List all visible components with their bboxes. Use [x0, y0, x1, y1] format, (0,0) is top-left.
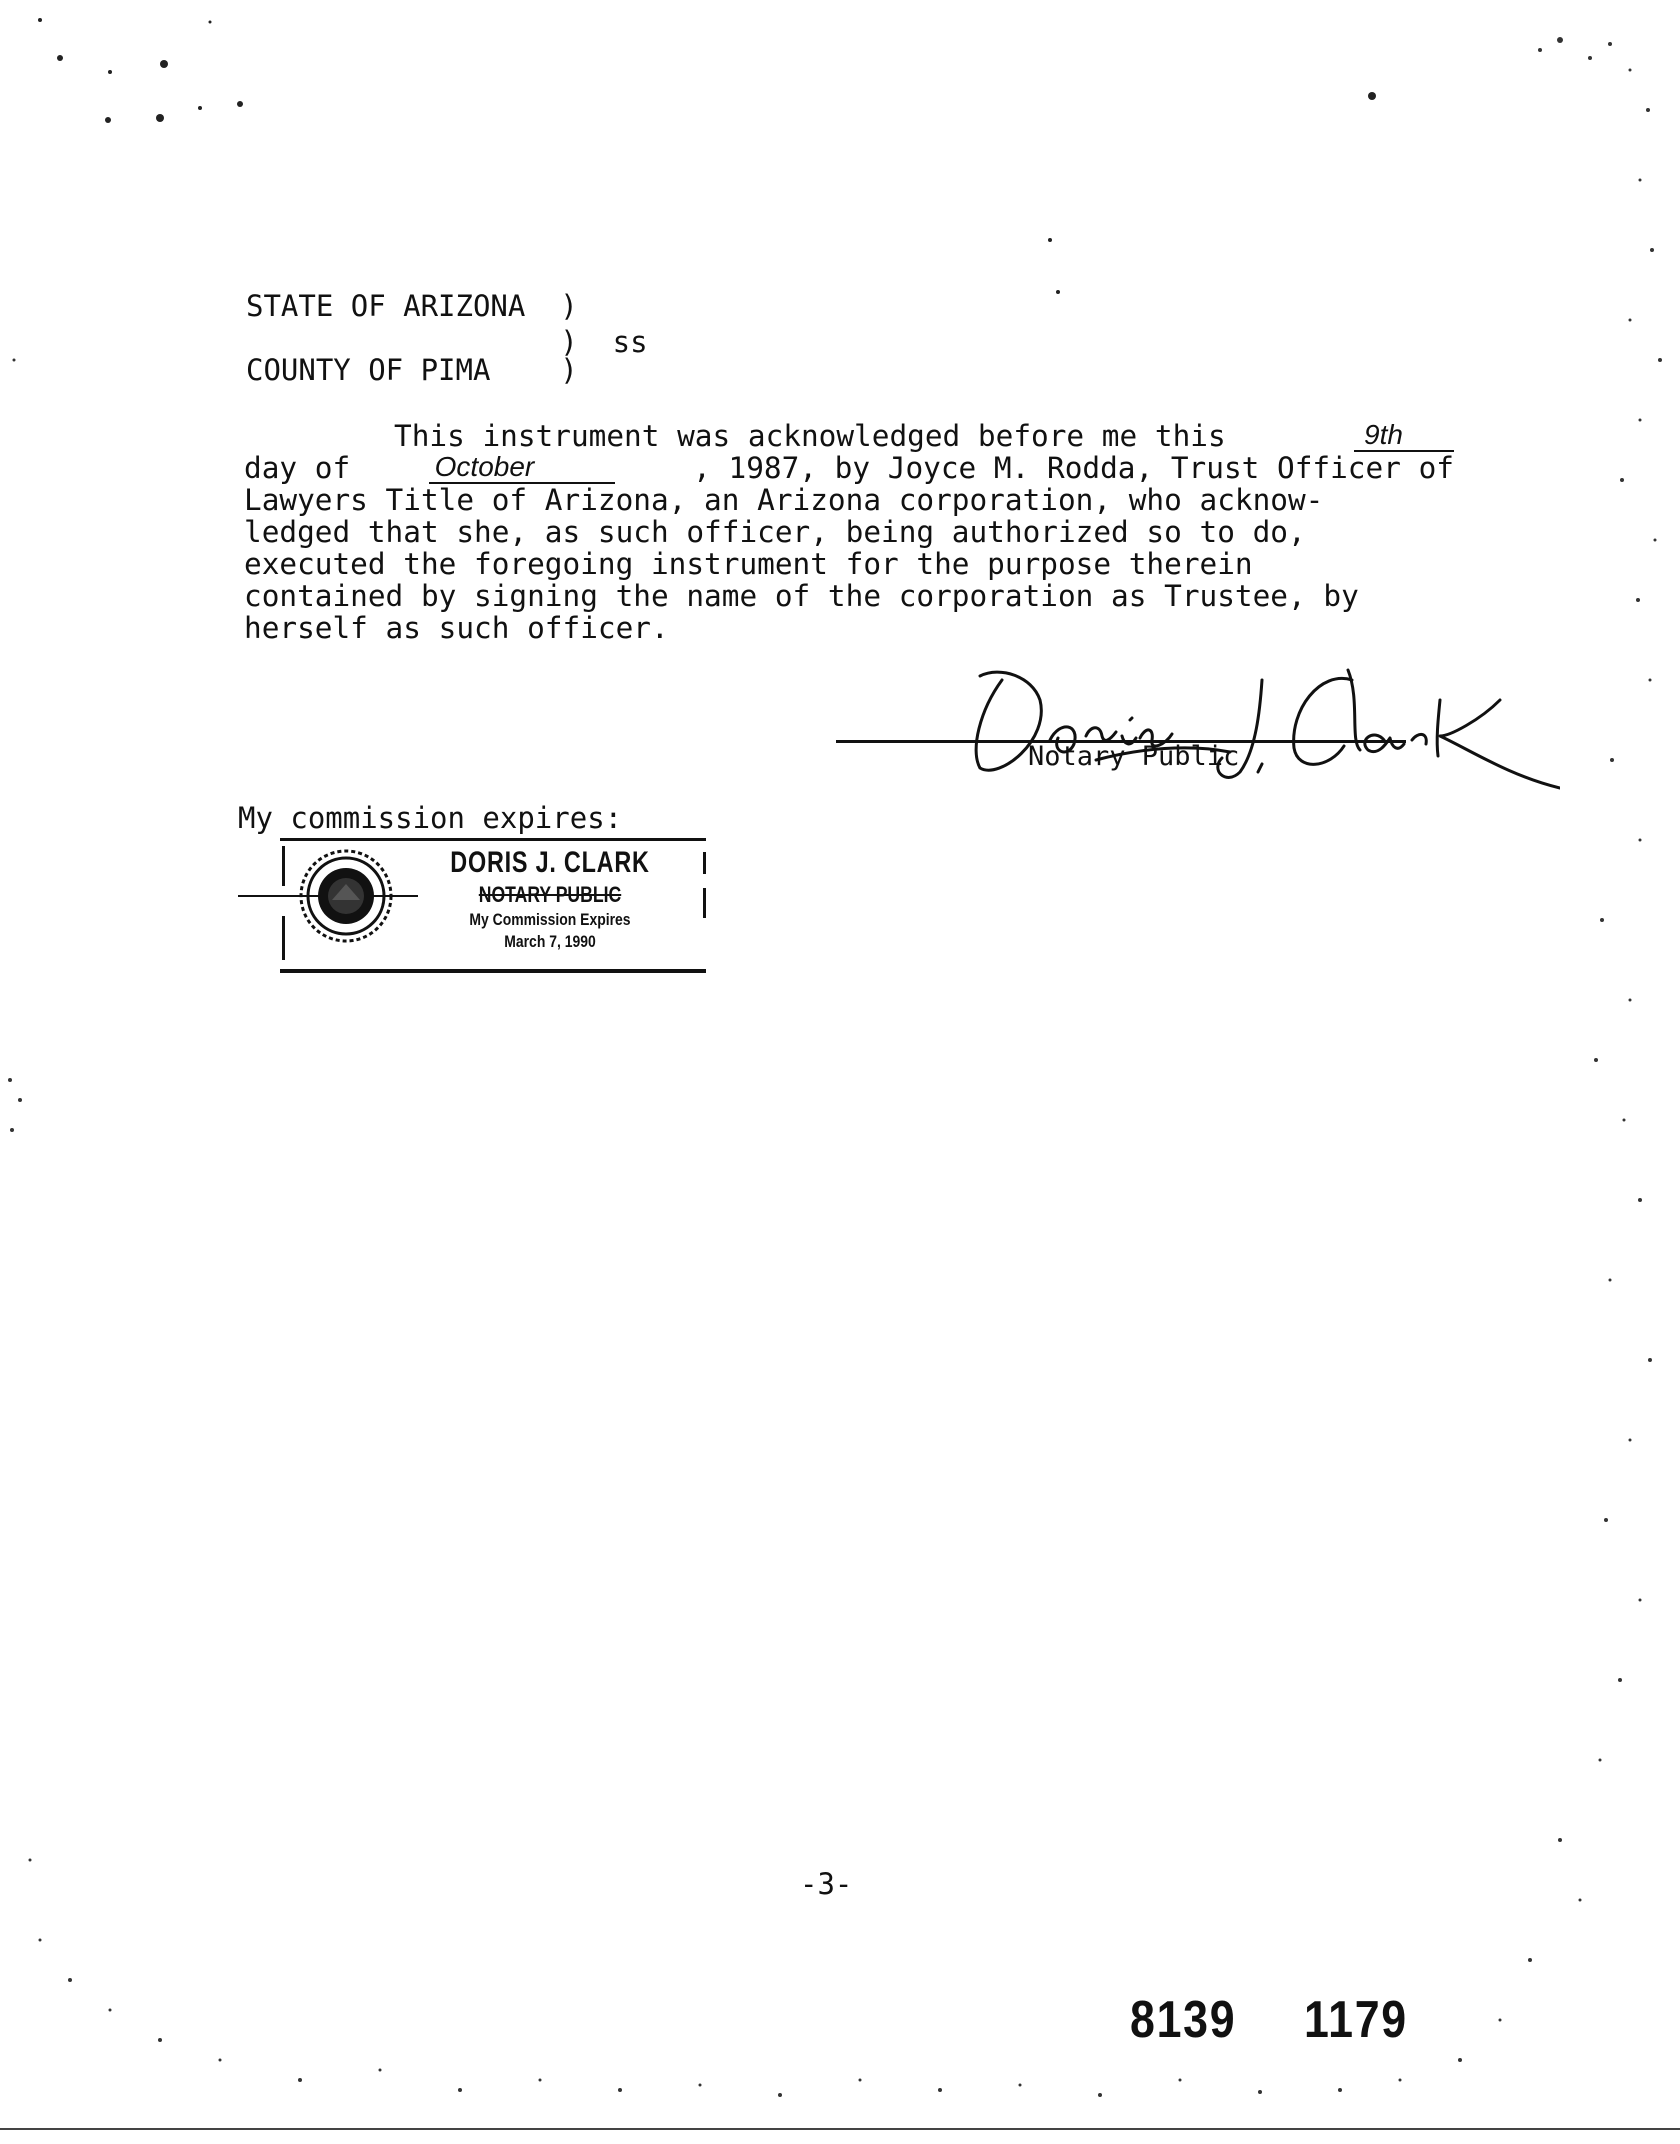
recording-page-number: 1179 [1304, 1991, 1408, 2049]
stamp-notary-name: DORIS J. CLARK [450, 846, 650, 879]
stamp-border-right-bottom [703, 888, 706, 918]
notary-seal-icon [298, 848, 394, 944]
acknowledgment-line-4 [244, 516, 1454, 548]
stamp-notary-title: NOTARY PUBLIC [478, 882, 622, 907]
commission-expires-label: My commission expires: [238, 801, 623, 835]
page-number: -3- [800, 1867, 853, 1901]
acknowledgment-line-5-text: executed the foregoing instrument for the purpose therein [244, 547, 1253, 581]
acknowledgment-line-5 [244, 548, 1454, 580]
acknowledgment-line-7-text: herself as such officer. [244, 611, 669, 645]
county-line: COUNTY OF PIMA ) [246, 353, 578, 387]
acknowledgment-line-6 [244, 580, 1454, 612]
notary-public-caption: Notary Public [1028, 741, 1240, 772]
state-line: STATE OF ARIZONA ) [246, 289, 578, 323]
stamp-border-left-top [282, 846, 285, 886]
acknowledgment-line-4-text: ledged that she, as such officer, being authorized so to do, [244, 515, 1306, 549]
acknowledgment-line-2-lead: day of [244, 451, 351, 485]
acknowledgment-line-3 [244, 484, 1454, 516]
acknowledgment-line-2-tail: , 1987, by Joyce M. Rodda, Trust Officer of [693, 451, 1454, 485]
month-field: October [429, 452, 615, 484]
acknowledgment-line-1-text: This instrument was acknowledged before me this [394, 419, 1226, 453]
ss-line: ) ss [246, 325, 648, 359]
acknowledgment-line-2 [244, 452, 1454, 484]
acknowledgment-line-1 [244, 420, 1454, 452]
notary-stamp [280, 838, 710, 970]
acknowledgment-paragraph [244, 420, 1454, 644]
stamp-expires-label: My Commission Expires [469, 910, 631, 929]
acknowledgment-line-6-text: contained by signing the name of the corporation as Trustee, by [244, 579, 1359, 613]
day-field: 9th [1354, 420, 1454, 452]
stamp-border-left-bottom [282, 916, 285, 960]
stamp-expires-date: March 7, 1990 [504, 932, 596, 951]
stamp-border-right-top [703, 852, 706, 874]
acknowledgment-line-3-text: Lawyers Title of Arizona, an Arizona corporation, who acknow- [244, 483, 1324, 517]
recording-book-number: 8139 [1130, 1991, 1237, 2049]
